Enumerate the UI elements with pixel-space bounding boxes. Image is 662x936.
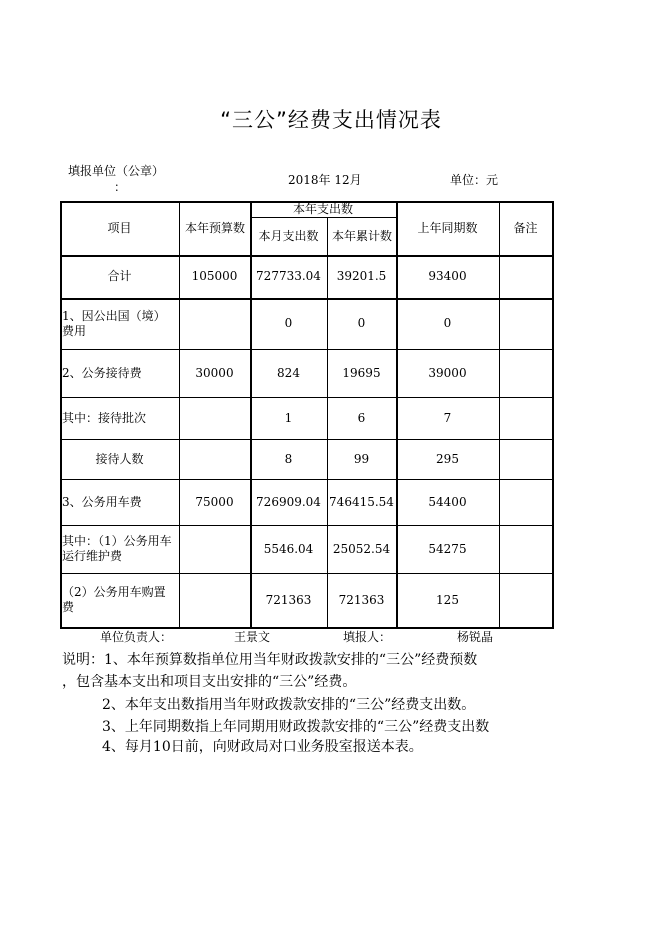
row-overseas-remark xyxy=(499,298,552,349)
row-overseas-monthly: 0 xyxy=(284,316,293,330)
row-overseas-budget xyxy=(179,298,250,349)
row-vehicle-remark xyxy=(499,479,552,525)
reporting-unit-colon: ： xyxy=(114,180,127,194)
row-total-remark xyxy=(499,255,552,298)
header-cumulative: 本年累计数 xyxy=(332,228,393,243)
row-reception-last-year: 39000 xyxy=(428,365,467,380)
row-batches-cumulative: 6 xyxy=(357,410,366,425)
row-overseas-cumulative: 0 xyxy=(357,316,366,330)
row-vehicle-maintenance-monthly: 5546.04 xyxy=(263,541,314,556)
row-people-cumulative: 99 xyxy=(353,451,370,466)
row-vehicle-maintenance-remark xyxy=(499,525,552,573)
row-batches-budget xyxy=(179,397,250,439)
note-line-1: 说明：1、本年预算数指单位用当年财政拨款安排的“三公”经费预数 xyxy=(62,652,478,668)
row-people-monthly: 8 xyxy=(284,451,293,466)
row-reception-monthly: 824 xyxy=(277,365,300,380)
row-vehicle-purchase-budget xyxy=(179,573,250,627)
row-batches-last-year: 7 xyxy=(443,410,452,425)
note-line-3: 2、本年支出数指用当年财政拨款安排的“三公”经费支出数。 xyxy=(102,697,476,713)
row-overseas-last-year: 0 xyxy=(443,316,452,330)
row-batches-item: 其中：接待批次 xyxy=(62,410,147,425)
report-period: 2018年 12月 xyxy=(288,173,362,187)
header-remark: 备注 xyxy=(513,220,538,235)
currency-unit: 单位：元 xyxy=(450,173,499,187)
row-vehicle-maintenance-cumulative: 25052.54 xyxy=(332,541,391,556)
header-spent-group: 本年支出数 xyxy=(292,201,353,216)
row-vehicle-purchase-monthly: 721363 xyxy=(265,592,312,607)
row-total-last-year: 93400 xyxy=(428,269,467,283)
row-batches-remark xyxy=(499,397,552,439)
row-total-item: 合计 xyxy=(107,269,132,283)
row-vehicle-purchase-last-year: 125 xyxy=(436,592,459,607)
header-last-year: 上年同期数 xyxy=(417,220,478,235)
row-total-cumulative: 39201.5 xyxy=(336,269,387,283)
row-people-item: 接待人数 xyxy=(95,451,144,466)
header-monthly: 本月支出数 xyxy=(258,228,319,243)
row-vehicle-monthly: 726909.04 xyxy=(256,494,321,509)
row-total-budget: 105000 xyxy=(191,269,238,283)
note-line-2: ，包含基本支出和项目支出安排的“三公”经费。 xyxy=(62,674,357,690)
filler-name: 杨锐晶 xyxy=(457,630,494,644)
filler-label: 填报人： xyxy=(343,630,392,644)
row-reception-remark xyxy=(499,349,552,397)
row-vehicle-purchase-cumulative: 721363 xyxy=(338,592,385,607)
row-reception-cumulative: 19695 xyxy=(342,365,381,380)
row-vehicle-purchase-item: （2）公务用车购置费 xyxy=(62,585,166,614)
note-line-4: 3、上年同期数指上年同期用财政拨款安排的“三公”经费支出数 xyxy=(102,719,490,735)
unit-head-name: 王景文 xyxy=(234,630,271,644)
row-people-budget xyxy=(179,439,250,479)
reporting-unit-label: 填报单位（公章） xyxy=(68,164,165,178)
row-people-remark xyxy=(499,439,552,479)
row-vehicle-maintenance-item: 其中：（1）公务用车运行维护费 xyxy=(62,534,172,563)
header-item: 项目 xyxy=(107,220,132,235)
row-vehicle-cumulative: 746415.54 xyxy=(329,494,394,509)
row-reception-budget: 30000 xyxy=(195,365,234,380)
unit-head-label: 单位负责人： xyxy=(100,630,173,644)
row-vehicle-last-year: 54400 xyxy=(428,494,467,509)
note-line-5: 4、每月10日前，向财政局对口业务股室报送本表。 xyxy=(102,739,423,755)
row-total-monthly: 727733.04 xyxy=(256,269,321,283)
row-reception-item: 2、公务接待费 xyxy=(62,365,142,380)
page-title: “三公”经费支出情况表 xyxy=(220,108,442,132)
header-budget: 本年预算数 xyxy=(185,220,246,235)
row-vehicle-budget: 75000 xyxy=(195,494,234,509)
row-vehicle-maintenance-last-year: 54275 xyxy=(428,541,467,556)
row-people-last-year: 295 xyxy=(436,451,459,466)
row-vehicle-maintenance-budget xyxy=(179,525,250,573)
row-vehicle-purchase-remark xyxy=(499,573,552,627)
row-vehicle-item: 3、公务用车费 xyxy=(62,494,142,509)
row-overseas-item: 1、因公出国（境）费用 xyxy=(62,308,166,338)
row-batches-monthly: 1 xyxy=(284,410,293,425)
expense-table xyxy=(60,201,553,628)
